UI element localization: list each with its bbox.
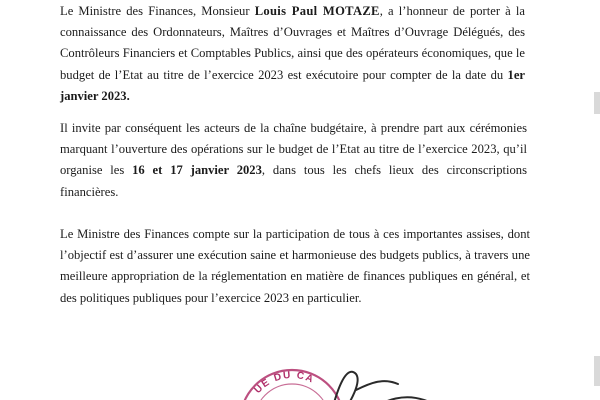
signature-stroke <box>332 372 454 400</box>
paragraph-announcement <box>60 1 525 107</box>
scan-edge-mark <box>594 92 600 114</box>
effective-date: 1er janvier 2023. <box>60 67 525 103</box>
scan-edge-mark <box>594 356 600 386</box>
paragraph-1-text-body: , a l’honneur de porter à la connaissance des Ordonnateurs, Maîtres d’Ouvrages et Maîtres d’Ouvrage Délégués, des Contrôleurs Financiers et Comptables Publics, ainsi que des opérateurs économiques, que le budget de l’Etat au titre de l’exercice 2023 est exécutoire pour compter de la date du <box>60 4 525 82</box>
minister-name: Louis Paul MOTAZE <box>254 4 380 18</box>
paragraph-1-text-start: Le Ministre des Finances, Monsieur <box>60 4 255 18</box>
ceremony-dates: 16 et 17 janvier 2023 <box>132 163 262 178</box>
stamp-text <box>252 370 316 396</box>
stamp-text-path: UE DU CA <box>252 369 317 396</box>
paragraph-objective: Le Ministre des Finances compte sur la participation de tous à ces importantes assises, dont l’objectif est d’assurer une exécution saine et harmonieuse des budgets publics, à travers une meilleure appropriation de la réglementation en matière de finances publiques en général, et des politiques publiques pour l’exercice 2023 en particulier. <box>60 227 530 305</box>
paragraph-2-text-start: Il invite par conséquent les acteurs de la chaîne budgétaire, à prendre part aux cérémonies marquant l’ouverture des opérations sur le budget de l’Etat au titre de l’exercice 2023, qu’il organise les <box>60 121 527 178</box>
signature <box>314 360 514 400</box>
paragraph-invitation <box>60 118 527 203</box>
paragraph-2-text-end: , dans tous les chefs lieux des circonscriptions financières. <box>60 163 528 199</box>
